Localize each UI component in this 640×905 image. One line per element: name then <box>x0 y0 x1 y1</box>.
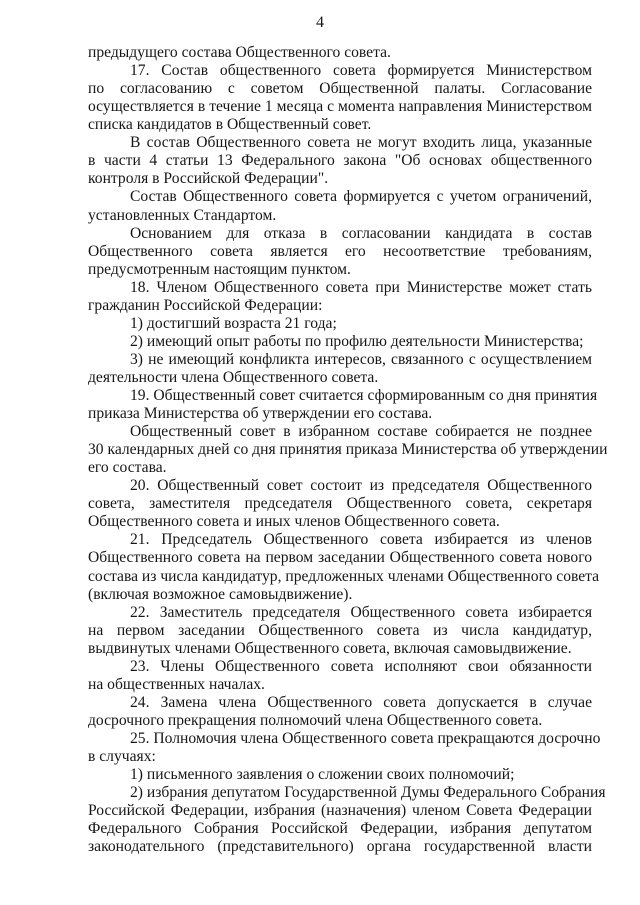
text-line: на общественных началах. <box>88 675 265 693</box>
text-line: совета, заместителя председателя Общественного совета, секретаря <box>88 495 592 513</box>
text-line: 17. Состав общественного совета формируется Министерством <box>130 62 592 79</box>
text-line: в части 4 статьи 13 Федерального закона "Об основах общественного <box>88 152 592 170</box>
text-line: на первом заседании Общественного совета из числа кандидатур, <box>88 621 592 639</box>
text-line: гражданин Российской Федерации: <box>88 296 323 314</box>
text-line: Состав Общественного совета формируется с учетом ограничений, <box>130 188 592 206</box>
text-line: контроля в Российской Федерации". <box>88 170 329 188</box>
text-line: 1) достигший возраста 21 года; <box>130 314 337 332</box>
text-line: выдвинутых членами Общественного совета, включая самовыдвижение. <box>88 639 572 657</box>
text-line: предусмотренным настоящим пунктом. <box>88 260 351 278</box>
text-line: деятельности члена Общественного совета. <box>88 368 379 386</box>
text-line: списка кандидатов в Общественный совет. <box>88 116 372 134</box>
text-line: по согласованию с советом Общественной палаты. Согласование <box>88 80 592 98</box>
text-line: 18. Членом Общественного совета при Министерстве может стать <box>130 278 592 296</box>
text-line: 25. Полномочия члена Общественного совета прекращаются досрочно <box>130 729 601 747</box>
text-line: 20. Общественный совет состоит из председателя Общественного <box>130 477 592 495</box>
text-line: Федерального Собрания Российской Федерации, избрания депутатом <box>88 820 592 838</box>
text-line: Общественный совет в избранном составе собирается не позднее <box>130 423 592 441</box>
text-line: приказа Министерства об утверждении его состава. <box>88 405 433 422</box>
text-line: Общественного совета и иных членов Общественного совета. <box>88 513 500 531</box>
text-line: 22. Заместитель председателя Общественного совета избирается <box>130 603 592 621</box>
text-line: Общественного совета является его несоответствие требованиям, <box>88 242 592 260</box>
text-line: 23. Члены Общественного совета исполняют свои обязанности <box>130 657 592 675</box>
text-line: предыдущего состава Общественного совета. <box>88 44 391 61</box>
text-line: 19. Общественный совет считается сформированным со дня принятия <box>130 386 598 404</box>
text-line: (включая возможное самовыдвижение). <box>88 585 353 603</box>
text-line: Основанием для отказа в согласовании кандидата в состав <box>130 224 592 242</box>
text-line: в случаях: <box>88 748 156 765</box>
text-line: В состав Общественного совета не могут входить лица, указанные <box>130 134 592 152</box>
text-line: законодательного (представительного) органа государственной власти <box>88 838 592 856</box>
text-line: 24. Замена члена Общественного совета допускается в случае <box>130 693 592 711</box>
text-line: осуществляется в течение 1 месяца с момента направления Министерством <box>88 98 592 116</box>
text-line: досрочного прекращения полномочий члена Общественного совета. <box>88 711 543 729</box>
text-line: 3) не имеющий конфликта интересов, связанного с осуществлением <box>130 350 592 368</box>
text-line: состава из числа кандидатур, предложенных членами Общественного совета <box>88 567 600 585</box>
text-line: 2) имеющий опыт работы по профилю деятельности Министерства; <box>130 332 584 350</box>
text-line: Общественного совета на первом заседании Общественного совета нового <box>88 549 592 567</box>
page-number: 4 <box>316 14 324 31</box>
text-line: Российской Федерации, избрания (назначения) членом Совета Федерации <box>88 802 592 820</box>
text-line: 2) избрания депутатом Государственной Думы Федерального Собрания <box>130 784 606 802</box>
text-line: 30 календарных дней со дня принятия приказа Министерства об утверждении <box>88 441 608 459</box>
text-line: его состава. <box>88 459 167 477</box>
text-line: 21. Председатель Общественного совета избирается из членов <box>130 531 592 549</box>
text-line: 1) письменного заявления о сложении своих полномочий; <box>130 766 515 783</box>
text-line: установленных Стандартом. <box>88 206 277 224</box>
